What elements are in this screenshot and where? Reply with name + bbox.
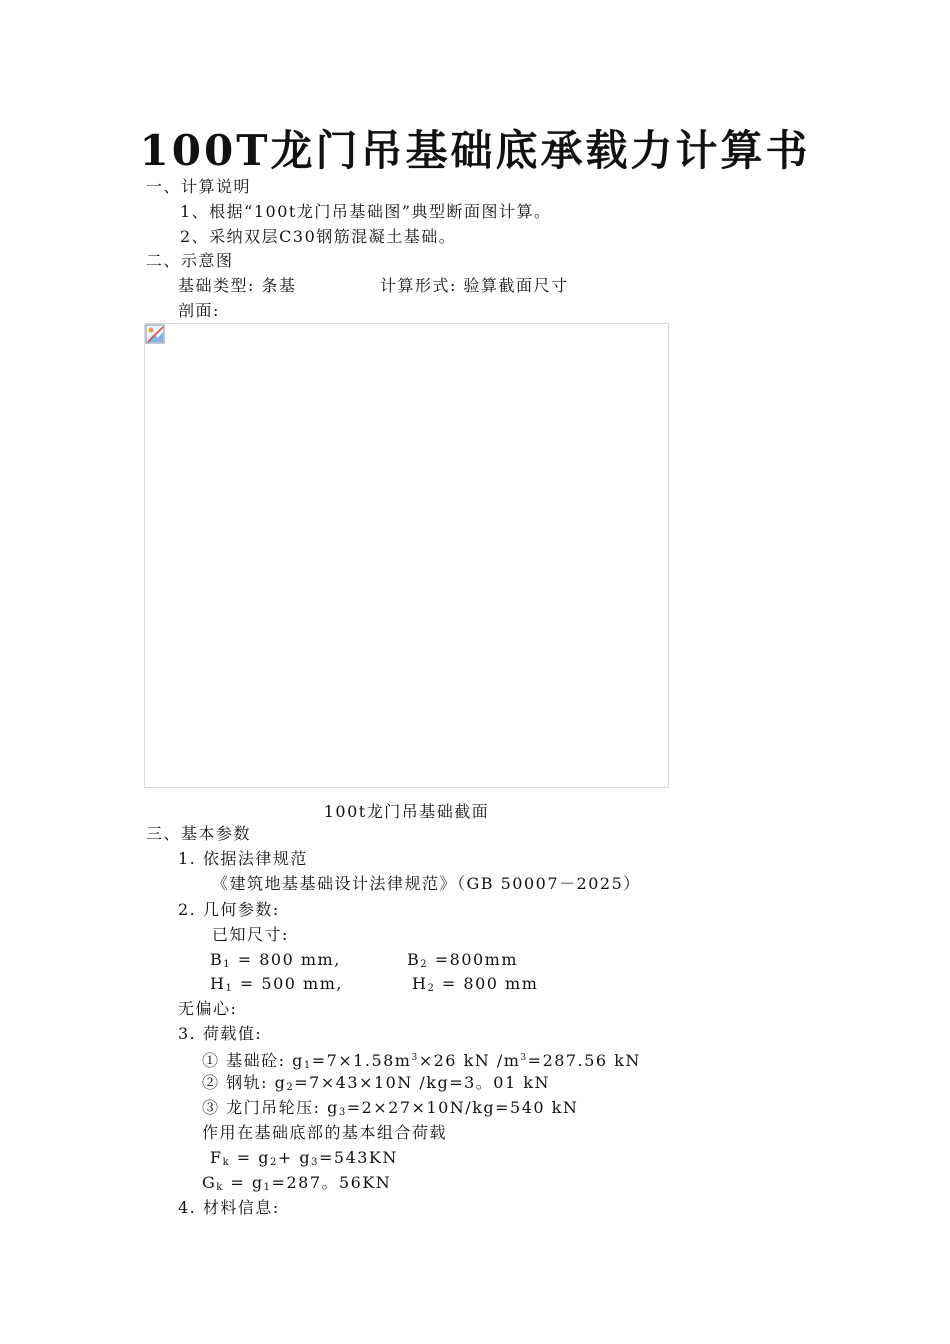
document-title: 100T龙门吊基础底承载力计算书	[139, 126, 811, 175]
load-foundation-concrete: ① 基础砼: $g_1=7\times 1.58m^3\times 26$ kN $/m^3=287.56$ kN	[202, 1051, 641, 1071]
section-heading-basic-params: 三、基本参数	[146, 824, 252, 843]
calc-note-item-1: 1、根据“100t龙门吊基础图”典型断面图计算。	[180, 202, 552, 221]
code-reference: 《建筑地基基础设计法律规范》（GB 50007－2025）	[212, 874, 641, 893]
figure-caption: 100t龙门吊基础截面	[323, 802, 490, 821]
section-heading-diagram: 二、示意图	[146, 251, 234, 270]
load-fk: $F_k = g_2+ g_3=543KN$	[210, 1148, 398, 1168]
basis-heading: 1. 依据法律规范	[178, 849, 308, 868]
eccentricity-note: 无偏心:	[178, 999, 238, 1018]
broken-image-icon	[145, 324, 165, 344]
section-heading-calc-notes: 一、计算说明	[146, 177, 252, 196]
dim-h1: $H_1 = 500$ mm,	[210, 974, 343, 994]
loads-heading: 3. 荷载值:	[178, 1024, 263, 1043]
material-heading: 4. 材料信息:	[178, 1198, 280, 1217]
load-gk: $G_k = g_1=287$。56KN	[202, 1173, 392, 1193]
calc-form: 计算形式: 验算截面尺寸	[380, 276, 569, 295]
dim-b1: $B_1 = 800$ mm,	[210, 950, 341, 970]
load-wheel-pressure: ③ 龙门吊轮压: $g_3=2\times 27\times 10N/kg=540$ kN	[202, 1098, 579, 1118]
geometry-heading: 2. 几何参数:	[178, 900, 280, 919]
combination-load-label: 作用在基础底部的基本组合荷载	[202, 1123, 448, 1142]
calc-note-item-2: 2、采纳双层C30钢筋混凝土基础。	[180, 227, 457, 246]
dim-h2: $H_2 = 800$ mm	[412, 974, 539, 994]
foundation-type: 基础类型: 条基	[178, 276, 297, 295]
section-figure	[144, 323, 669, 788]
known-dimensions-label: 已知尺寸:	[212, 925, 289, 944]
load-rail: ② 钢轨: $g_2=7\times 43\times 10N$ /kg=3。01 kN	[202, 1073, 550, 1093]
section-label: 剖面:	[178, 301, 220, 320]
dim-b2: $B_2 =800mm$	[407, 950, 519, 970]
